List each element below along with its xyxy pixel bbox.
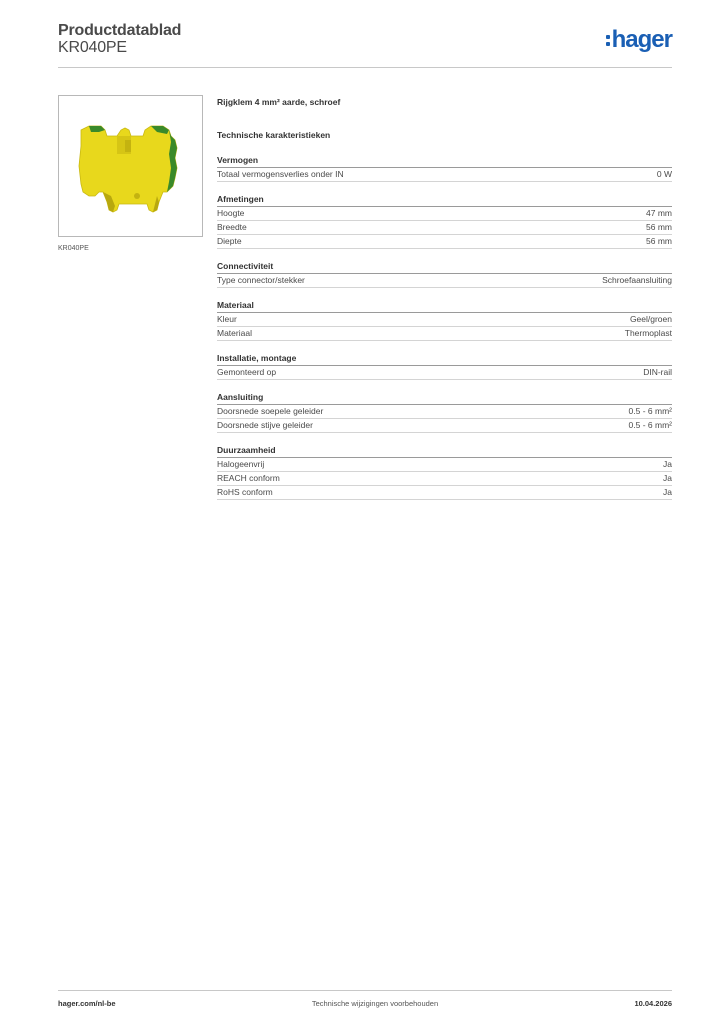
spec-row — [217, 235, 672, 249]
footer-date: 10.04.2026 — [634, 999, 672, 1008]
specifications-panel — [217, 96, 672, 500]
spec-label: Hoogte — [217, 208, 245, 218]
hager-logo — [606, 28, 672, 52]
spec-section — [217, 154, 672, 182]
spec-value: 0.5 - 6 mm² — [628, 420, 672, 430]
spec-label: Materiaal — [217, 328, 252, 338]
section-title: Installatie, montage — [217, 352, 672, 366]
spec-row — [217, 366, 672, 380]
spec-label: Kleur — [217, 314, 237, 324]
spec-row — [217, 274, 672, 288]
spec-section — [217, 193, 672, 249]
footer-url[interactable]: hager.com/nl-be — [58, 999, 116, 1008]
spec-value: 56 mm — [646, 222, 672, 232]
spec-label: Type connector/stekker — [217, 275, 305, 285]
spec-label: Diepte — [217, 236, 242, 246]
spec-row — [217, 419, 672, 433]
spec-label: Doorsnede soepele geleider — [217, 406, 324, 416]
logo-text: hager — [611, 26, 672, 53]
spec-sections — [217, 154, 672, 500]
spec-value: Geel/groen — [629, 314, 672, 324]
spec-row — [217, 486, 672, 500]
section-title: Connectiviteit — [217, 260, 672, 274]
spec-value: Ja — [663, 487, 672, 497]
spec-row — [217, 221, 672, 235]
spec-value: Ja — [663, 459, 672, 469]
spec-value: Schroefaansluiting — [602, 275, 672, 285]
spec-row — [217, 313, 672, 327]
spec-section — [217, 444, 672, 500]
spec-value: 47 mm — [646, 208, 672, 218]
product-code: KR040PE — [58, 39, 127, 56]
spec-label: Breedte — [217, 222, 247, 232]
footer-note: Technische wijzigingen voorbehouden — [311, 999, 439, 1008]
spec-value: 0 W — [656, 169, 672, 179]
spec-label: Gemonteerd op — [217, 367, 277, 377]
spec-section — [217, 260, 672, 288]
spec-value: 56 mm — [646, 236, 672, 246]
spec-label: REACH conform — [217, 473, 280, 483]
document-title: Productdatablad — [58, 22, 182, 39]
logo-dots-icon — [606, 35, 610, 46]
technical-heading: Technische karakteristieken — [217, 130, 331, 140]
spec-section — [217, 352, 672, 380]
spec-row — [217, 405, 672, 419]
spec-row — [217, 472, 672, 486]
spec-row — [217, 168, 672, 182]
page-footer — [58, 990, 672, 1008]
section-title: Vermogen — [217, 154, 672, 168]
product-image-frame — [58, 95, 203, 237]
spec-section — [217, 299, 672, 341]
section-title: Afmetingen — [217, 193, 672, 207]
spec-value: Ja — [663, 473, 672, 483]
spec-value: Thermoplast — [624, 328, 672, 338]
spec-label: Doorsnede stijve geleider — [217, 420, 313, 430]
spec-label: Halogeenvrij — [217, 459, 265, 469]
section-title: Duurzaamheid — [217, 444, 672, 458]
spec-row — [217, 327, 672, 341]
spec-row — [217, 458, 672, 472]
spec-section — [217, 391, 672, 433]
product-description: Rijgklem 4 mm² aarde, schroef — [217, 97, 341, 107]
spec-label: RoHS conform — [217, 487, 273, 497]
section-title: Materiaal — [217, 299, 672, 313]
spec-value: DIN-rail — [643, 367, 672, 377]
terminal-block-image — [59, 96, 202, 236]
section-title: Aansluiting — [217, 391, 672, 405]
spec-row — [217, 207, 672, 221]
image-caption: KR040PE — [58, 245, 89, 252]
page-header — [58, 22, 672, 68]
spec-value: 0.5 - 6 mm² — [628, 406, 672, 416]
spec-label: Totaal vermogensverlies onder IN — [217, 169, 344, 179]
